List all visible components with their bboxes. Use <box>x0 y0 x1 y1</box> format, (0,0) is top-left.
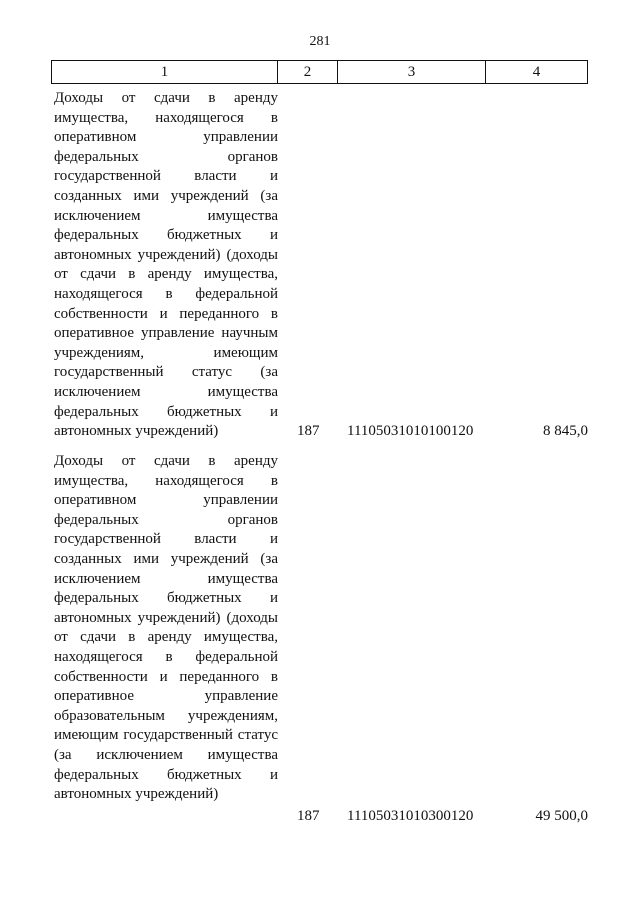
table-header <box>51 60 588 84</box>
column-header-3: 3 <box>338 61 486 83</box>
row-kbk-code: 11105031010100120 <box>347 423 474 439</box>
column-header-1: 1 <box>52 61 278 83</box>
page-number: 281 <box>309 34 331 49</box>
row-admin-code: 187 <box>297 423 320 439</box>
column-header-4: 4 <box>532 63 541 80</box>
row-description: Доходы от сдачи в аренду имущества, находящегося в оперативном управлении федеральных органов государственной власти и созданных ими учреждений (за исключением имущества федеральных бюджетных и автономных учреждений) (доходы от сдачи в аренду имущества, находящегося в федеральной собственности и переданного в оперативное управление образовательным учреждениям, имеющим государственный статус (за исключением имущества федеральных бюджетных и автономных учреждений) <box>54 453 278 803</box>
row-admin-code: 187 <box>297 808 320 824</box>
column-header-2: 2 <box>278 61 338 83</box>
row-amount: 49 500,0 <box>535 808 588 824</box>
row-description: Доходы от сдачи в аренду имущества, находящегося в оперативном управлении федеральных органов государственной власти и созданных ими учреждений (за исключением имущества федеральных бюджетных и автономных учреждений) (доходы от сдачи в аренду имущества, находящегося в федеральной собственности и переданного в оперативное управление научным учреждениям, имеющим государственный статус (за исключением имущества федеральных бюджетных и автономных учреждений) <box>54 90 278 440</box>
row-kbk-code: 11105031010300120 <box>347 808 474 824</box>
row-amount: 8 845,0 <box>543 423 588 439</box>
